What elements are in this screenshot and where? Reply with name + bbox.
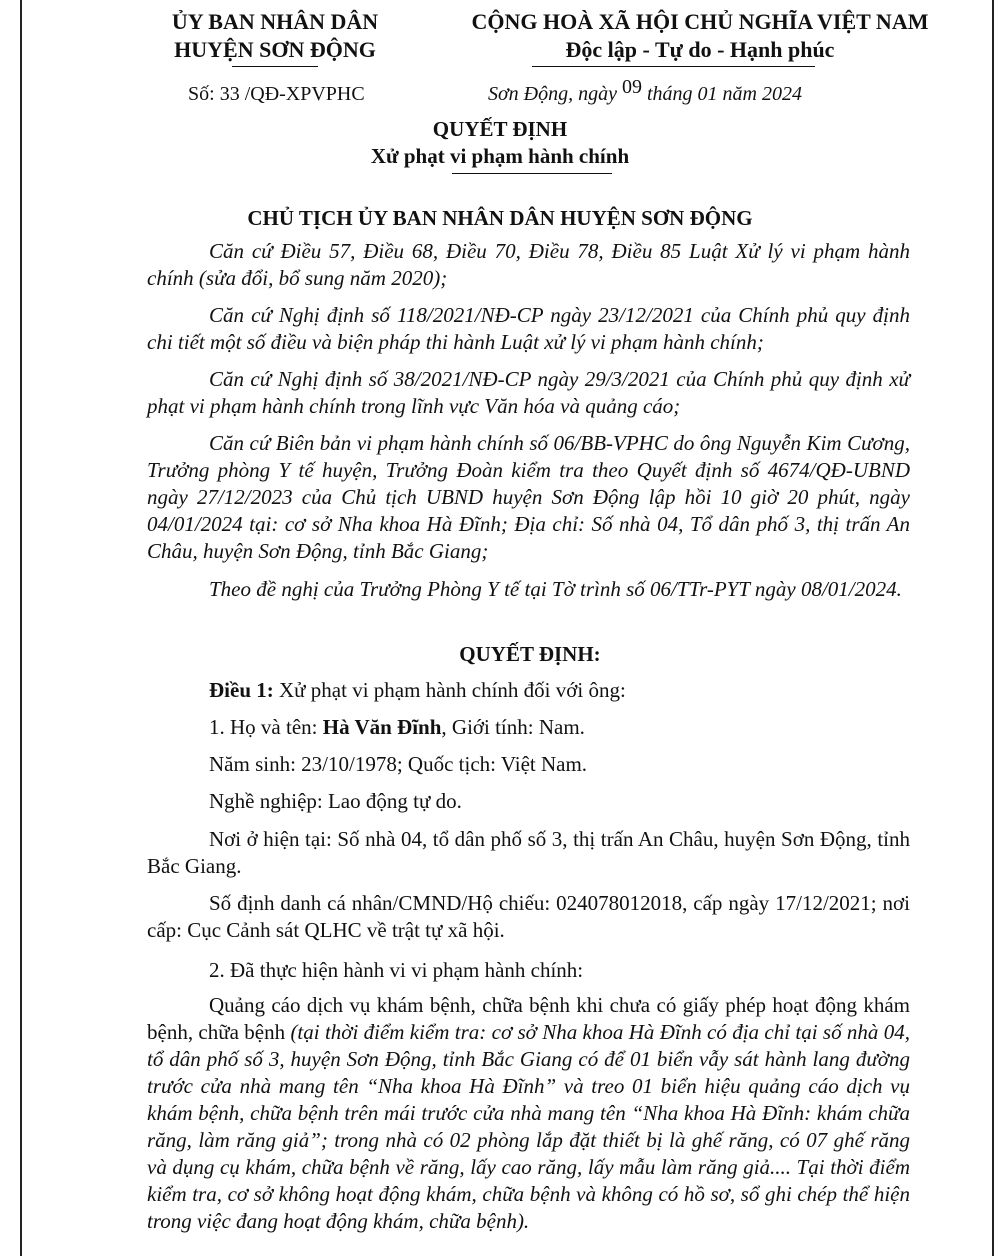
agency-name (150, 8, 400, 64)
id-paragraph (147, 890, 910, 944)
basis-text: Theo đề nghị của Trưởng Phòng Y tế tại Tờ trình số 06/TTr-PYT ngày 08/01/2024. (209, 577, 902, 601)
agency-line-2: HUYỆN SƠN ĐỘNG (174, 37, 376, 62)
legal-basis (147, 238, 910, 292)
legal-basis (147, 430, 910, 565)
nation-line-2: Độc lập - Tự do - Hạnh phúc (565, 37, 835, 62)
birth-nationality-line: Năm sinh: 23/10/1978; Quốc tịch: Việt Nam. (209, 752, 588, 776)
document-date (488, 76, 802, 106)
agency-line-1: ỦY BAN NHÂN DÂN (171, 9, 379, 34)
number-label: Số: (188, 83, 215, 105)
legal-basis (147, 576, 910, 603)
national-motto (430, 8, 970, 64)
document-number (188, 83, 365, 106)
page-border-left (20, 0, 22, 1256)
page-border-right (992, 0, 994, 1256)
number-value: 33 (219, 83, 240, 105)
date-day: 09 (622, 76, 642, 98)
basis-text: Căn cứ Nghị định số 38/2021/NĐ-CP ngày 29/3/2021 của Chính phủ quy định xử phạt vi phạm hành chính trong lĩnh vực Văn hóa và quảng cáo; (147, 367, 910, 418)
article-1-heading (209, 678, 626, 703)
residence-paragraph (147, 826, 910, 880)
name-prefix: 1. Họ và tên: (209, 715, 318, 739)
violation-text (147, 992, 910, 1235)
date-prefix: Sơn Động, ngày (488, 83, 617, 105)
violation-heading: 2. Đã thực hiện hành vi vi phạm hành chính: (209, 958, 584, 982)
agency-underline (232, 66, 318, 67)
violation-plain: Quảng cáo dịch vụ khám bệnh, chữa bệnh khi chưa có giấy phép hoạt động khám bệnh, chữa bệnh (147, 993, 910, 1044)
article-1-label: Điều 1: (209, 678, 274, 702)
nation-line-1: CỘNG HOÀ XÃ HỘI CHỦ NGHĨA VIỆT NAM (471, 9, 929, 34)
document-title: QUYẾT ĐỊNH (432, 117, 568, 141)
name-suffix: , Giới tính: Nam. (441, 715, 585, 739)
residence-text: Nơi ở hiện tại: Số nhà 04, tổ dân phố số 3, thị trấn An Châu, huyện Sơn Động, tỉnh Bắc Giang. (147, 827, 910, 878)
id-text: Số định danh cá nhân/CMND/Hộ chiếu: 024078012018, cấp ngày 17/12/2021; nơi cấp: Cục Cảnh sát QLHC về trật tự xã hội. (147, 891, 910, 942)
subtitle-underline (452, 173, 612, 174)
violation-paragraph (147, 992, 910, 1235)
basis-text: Căn cứ Điều 57, Điều 68, Điều 70, Điều 78, Điều 85 Luật Xử lý vi phạm hành chính (sửa đổi, bổ sung năm 2020); (147, 239, 910, 290)
document-subtitle: Xử phạt vi phạm hành chính (370, 144, 630, 168)
issuing-authority: CHỦ TỊCH ỦY BAN NHÂN DÂN HUYỆN SƠN ĐỘNG (247, 206, 753, 230)
occupation-line: Nghề nghiệp: Lao động tự do. (209, 789, 462, 813)
motto-underline (532, 66, 815, 67)
number-suffix: /QĐ-XPVPHC (244, 83, 365, 105)
person-name-line (209, 715, 585, 740)
basis-text: Căn cứ Nghị định số 118/2021/NĐ-CP ngày 23/12/2021 của Chính phủ quy định chi tiết một số điều và biện pháp thi hành Luật xử lý vi phạm hành chính; (147, 303, 910, 354)
violation-details: (tại thời điểm kiểm tra: cơ sở Nha khoa Hà Đĩnh có địa chỉ tại số nhà 04, tổ dân phố số 3, huyện Sơn Động, tỉnh Bắc Giang có để 01 biển vẫy sát hành lang đường trước cửa nhà mang tên “Nha khoa Hà Đĩnh” và treo 01 biển hiệu quảng cáo dịch vụ khám bệnh, chữa bệnh trên mái trước cửa nhà mang tên “Nha khoa Hà Đĩnh: khám chữa răng, làm răng giả”; trong nhà có 02 phòng lắp đặt thiết bị là ghế răng, có 07 ghế răng và dụng cụ khám, chữa bệnh về răng, lấy cao răng, lấy mẫu làm răng giả.... Tại thời điểm kiểm tra, cơ sở không hoạt động khám, chữa bệnh và không có hồ sơ, sổ ghi chép thể hiện trong việc đang hoạt động khám, chữa bệnh). (147, 1020, 910, 1233)
basis-text: Căn cứ Biên bản vi phạm hành chính số 06/BB-VPHC do ông Nguyễn Kim Cương, Trưởng phòng Y tế huyện, Trưởng Đoàn kiểm tra theo Quyết định số 4674/QĐ-UBND ngày 27/12/2023 của Chủ tịch UBND huyện Sơn Động lập hồi 10 giờ 20 phút, ngày 04/01/2024 tại: cơ sở Nha khoa Hà Đĩnh; Địa chỉ: Số nhà 04, Tổ dân phố 3, thị trấn An Châu, huyện Sơn Động, tỉnh Bắc Giang; (147, 431, 910, 563)
article-1-text: Xử phạt vi phạm hành chính đối với ông: (279, 678, 626, 702)
decision-heading: QUYẾT ĐỊNH: (459, 642, 601, 666)
person-name: Hà Văn Đĩnh (322, 715, 442, 739)
legal-basis (147, 366, 910, 420)
date-suffix: tháng 01 năm 2024 (647, 83, 802, 105)
legal-basis (147, 302, 910, 356)
